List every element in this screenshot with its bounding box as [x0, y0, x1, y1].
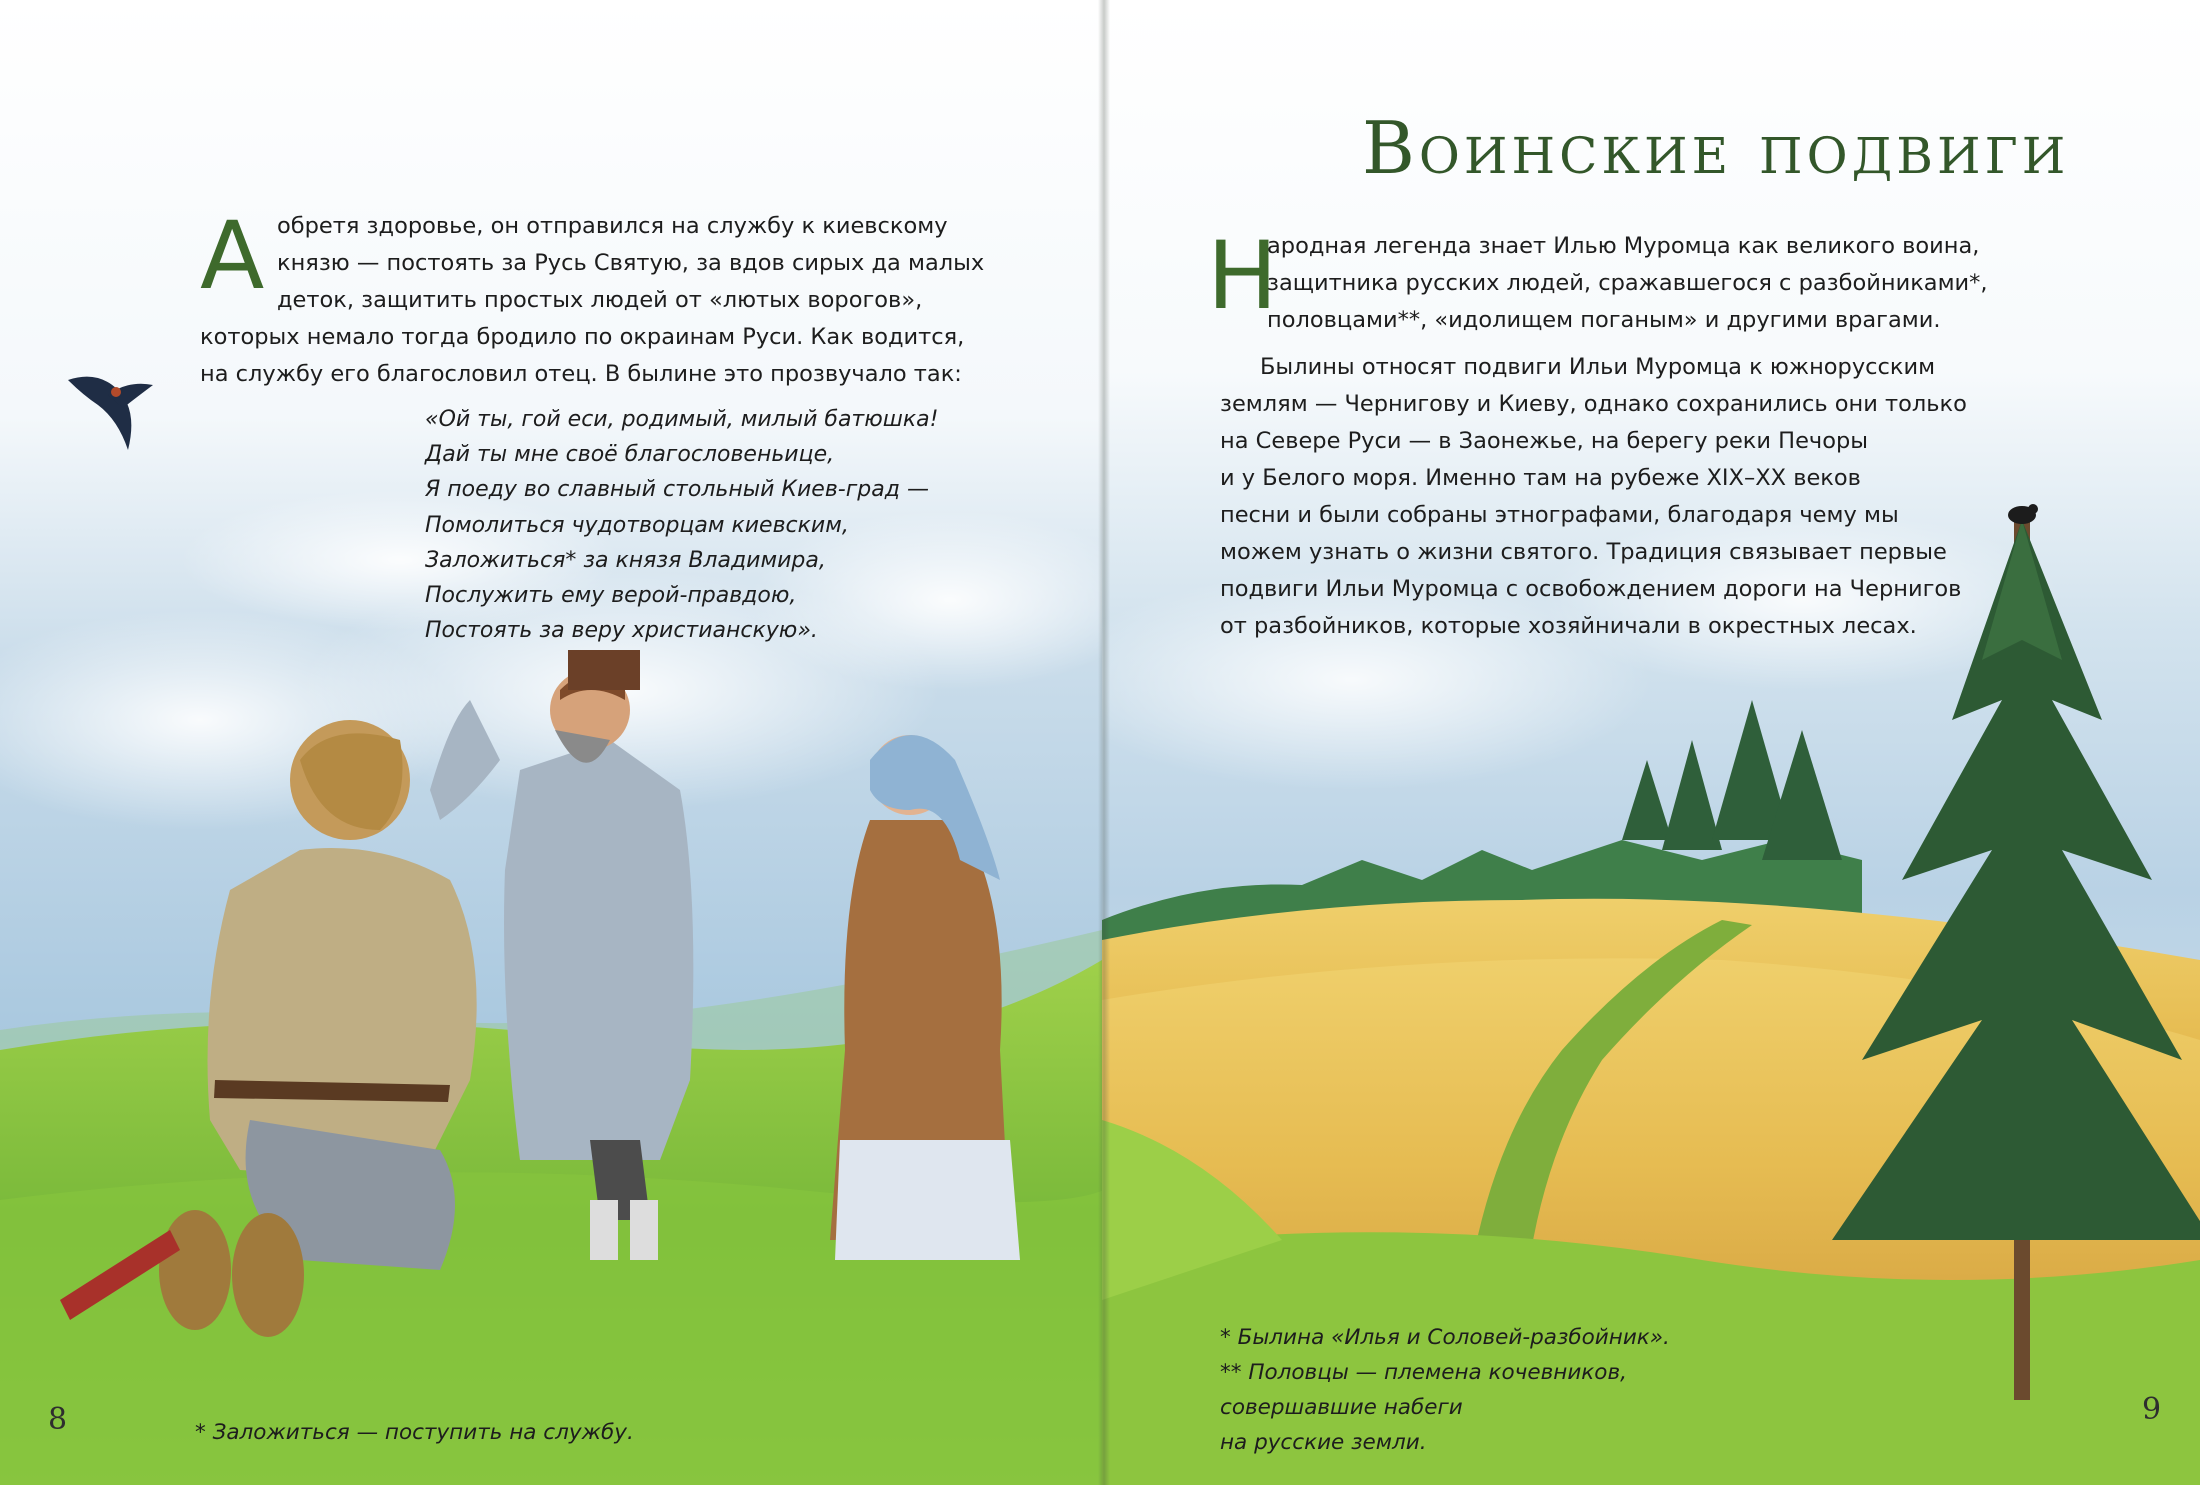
right-intro-line: половцами**, «идолищем поганым» и другими врагами. [1267, 307, 1941, 333]
right-paragraph-line: можем узнать о жизни святого. Традиция связывает первые [1220, 539, 1947, 565]
right-drop-cap: Н [1207, 222, 1278, 331]
verse-line: Заложиться* за князя Владимира, [425, 547, 826, 573]
verse-line: Помолиться чудотворцам киевским, [425, 512, 849, 538]
page-number-right: 9 [2142, 1392, 2162, 1427]
right-paragraph-line: на Севере Руси — в Заонежье, на берегу реки Печоры [1220, 428, 1869, 454]
right-paragraph [1220, 349, 1967, 645]
left-paragraph [200, 208, 985, 393]
verse-line: Послужить ему верой-правдою, [425, 583, 797, 609]
byline-verse [425, 402, 939, 648]
right-intro-paragraph [1267, 228, 1988, 339]
left-paragraph-line: князю — постоять за Русь Святую, за вдов сирых да малых [277, 250, 985, 276]
verse-line: Дай ты мне своё благословеньице, [425, 442, 835, 468]
right-paragraph-line: подвиги Ильи Муромца с освобождением дороги на Чернигов [1220, 576, 1962, 602]
verse-line: Постоять за веру христианскую». [425, 618, 818, 644]
left-paragraph-line: на службу его благословил отец. В былине это прозвучало так: [200, 361, 962, 387]
verse-line: «Ой ты, гой еси, родимый, милый батюшка! [425, 407, 939, 432]
right-page [1102, 0, 2200, 1485]
right-paragraph-line: от разбойников, которые хозяйничали в окрестных лесах. [1220, 613, 1917, 639]
right-intro-line: ародная легенда знает Илью Муромца как великого воина, [1267, 233, 1980, 259]
right-footnote-line: на русские земли. [1220, 1430, 1427, 1455]
left-footnote: * Заложиться — поступить на службу. [195, 1420, 634, 1445]
right-paragraph-line: землям — Чернигову и Киеву, однако сохранились они только [1220, 391, 1967, 417]
right-intro-line: защитника русских людей, сражавшегося с разбойниками*, [1267, 270, 1988, 296]
right-footnote-line: * Былина «Илья и Соловей-разбойник». [1220, 1325, 1670, 1350]
left-paragraph-line: обретя здоровье, он отправился на службу к киевскому [277, 213, 948, 239]
page-title: Воинские подвиги [1362, 106, 2070, 190]
right-footnote-line: ** Половцы — племена кочевников, [1220, 1360, 1627, 1385]
right-footnote-line: совершавшие набеги [1220, 1395, 1463, 1420]
left-paragraph-line: деток, защитить простых людей от «лютых ворогов», [277, 287, 923, 313]
page-number-left: 8 [48, 1402, 68, 1437]
left-paragraph-line: которых немало тогда бродило по окраинам Руси. Как водится, [200, 324, 965, 350]
book-spine-shadow [1098, 0, 1110, 1485]
verse-line: Я поеду во славный стольный Киев-град — [425, 477, 929, 503]
right-paragraph-line: Былины относят подвиги Ильи Муромца к южнорусским [1260, 354, 1936, 380]
left-drop-cap: А [200, 202, 265, 311]
right-paragraph-line: и у Белого моря. Именно там на рубеже XIX–XX веков [1220, 465, 1861, 491]
right-paragraph-line: песни и были собраны этнографами, благодаря чему мы [1220, 502, 1899, 528]
